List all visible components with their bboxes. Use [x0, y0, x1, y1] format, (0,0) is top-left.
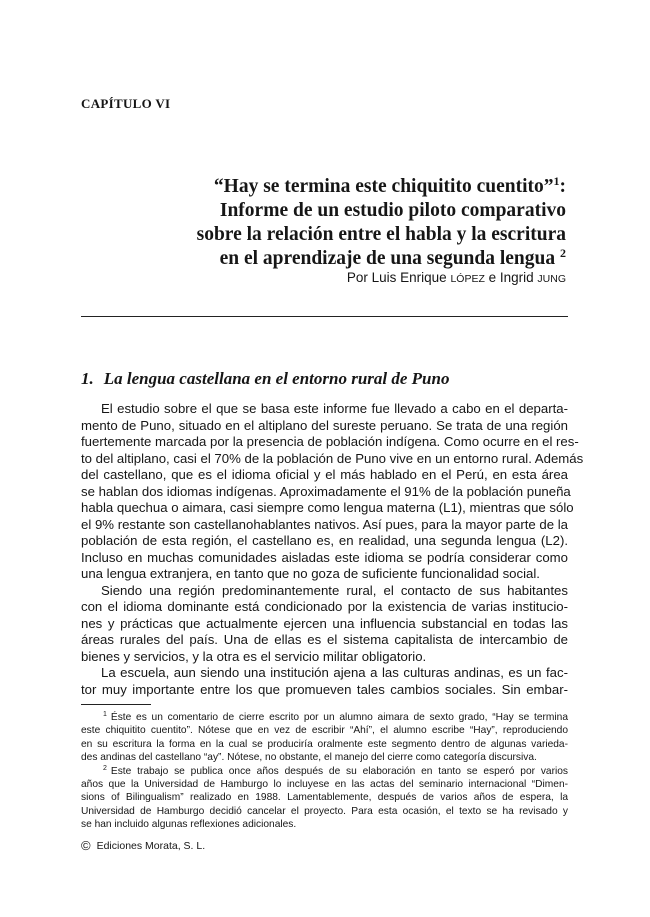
footnote-1-line: [81, 711, 568, 724]
footnotes: [81, 711, 568, 832]
footnote-2-line: se han incluido algunas reflexiones adicionales.: [81, 819, 297, 831]
footnote-1-text: Éste es un comentario de cierre escrito por un alumno aimara de sexto grado, “Hay se termina: [110, 712, 568, 723]
body-line: habla quechua o aimara, casi siempre como lengua materna (L1), mientras que sólo: [81, 500, 574, 515]
body-line: nes y prácticas que actualmente ejercen una influencia substancial en todas las: [81, 615, 568, 631]
footnote-1-line: en su escritura la forma en la cual se produciría oralmente este segmento dentro de algunas varieda-: [81, 738, 568, 750]
authors-byline: [347, 270, 566, 285]
body-line: bienes y servicios, y la otra es el servicio militar obligatorio.: [81, 648, 427, 664]
title-line-1-text: “Hay se termina este chiquitito cuentito”: [213, 176, 554, 197]
footnote-divider: [81, 704, 151, 705]
footnote-2-mark: 2: [103, 764, 107, 772]
body-line: una lengua extranjera, en tanto que no goza de suficiente funcionalidad social.: [81, 566, 540, 581]
byline-connector: e Ingrid: [484, 270, 538, 285]
section-number: 1.: [81, 369, 94, 388]
body-line: población de esta región, el castellano es, en realidad, una segunda lengua (L2).: [81, 533, 568, 548]
body-line: el 9% restante son castellanohablantes nativos. Así pues, para la mayor parte de la: [81, 516, 568, 532]
body-line: mento de Puno, situado en el altiplano del sureste peruano. Se trata de una región: [81, 417, 568, 433]
body-line: con el idioma dominante está condicionado por la existencia de varias institucio-: [81, 599, 568, 614]
author-surname-2: JUNG: [537, 273, 566, 285]
body-line: áreas rurales del país. Una de ellas es el sistema capitalista de intercambio de: [81, 632, 568, 647]
title-colon: :: [559, 176, 566, 197]
body-line: El estudio sobre el que se basa este informe fue llevado a cabo en el departa-: [101, 401, 568, 416]
author-surname-1: LÓPEZ: [450, 273, 485, 285]
title-line-1: [86, 175, 566, 199]
body-line: se hablan dos idiomas indígenas. Aproximadamente el 91% de la población puneña: [81, 483, 571, 499]
footnote-ref-1: 1: [553, 174, 560, 188]
footnote-ref-2: 2: [560, 246, 566, 260]
section-heading: [81, 369, 449, 389]
body-line: tor muy importante entre los que promueven tales cambios sociales. Sin embar-: [81, 681, 568, 697]
byline-prefix: Por Luis Enrique: [346, 270, 451, 285]
copyright-icon: ©: [81, 838, 91, 853]
footnote-2-text: Este trabajo se publica once años después de su elaboración en tanto se esperó por varios: [110, 765, 568, 777]
footnote-2-line: [81, 765, 568, 778]
body-line: Siendo una región predominantemente rural, el contacto de sus habitantes: [101, 582, 568, 598]
footnote-1-line: des andinas del castellano “ay”. Nótese, no obstante, el manejo del cierre como categoría discursiva.: [81, 752, 537, 764]
title-divider: [81, 316, 568, 317]
title-line-2: Informe de un estudio piloto comparativo: [219, 200, 566, 221]
footnote-1-line: este chiquitito cuentito”. Nótese que en vez de escribir “Ahí”, el alumno escribe “Hay”, reproduciendo: [81, 725, 568, 737]
footnote-2-line: Universidad de Hamburgo decidió cancelar el proyecto. Para esta ocasión, el texto se ha revisado y: [81, 805, 568, 817]
title-line-4: [86, 247, 566, 271]
body-line: to del altiplano, casi el 70% de la población de Puno vive en un entorno rural. Además: [81, 450, 584, 466]
section-title: La lengua castellana en el entorno rural de Puno: [103, 369, 450, 388]
footnote-2-line: años que la Universidad de Hamburgo lo incluyese en las actas del seminario internacional “Dimen-: [81, 778, 568, 790]
body-line: fuertemente marcada por la presencia de población indígena. Como ocurre en el res-: [81, 434, 579, 449]
chapter-title: [86, 175, 566, 271]
title-line-3: sobre la relación entre el habla y la escritura: [196, 224, 566, 245]
body-line: Incluso en muchas comunidades aisladas este idioma se podría considerar como: [81, 549, 568, 565]
publisher-name: Ediciones Morata, S. L.: [96, 840, 206, 852]
footnote-2-line: sions of Bilingualism” realizado en 1988. Lamentablemente, después de varios años de espera, la: [81, 792, 568, 804]
footnote-1-mark: 1: [103, 711, 107, 718]
body-text: [81, 401, 584, 698]
chapter-label: CAPÍTULO VI: [81, 96, 171, 111]
title-line-4-text: en el aprendizaje de una segunda lengua: [219, 248, 556, 269]
copyright-notice: [81, 838, 205, 853]
body-line: del castellano, que es el idioma oficial y el más hablado en el Perú, en esta área: [81, 467, 568, 482]
body-line: La escuela, aun siendo una institución ajena a las culturas andinas, es un fac-: [101, 665, 568, 680]
